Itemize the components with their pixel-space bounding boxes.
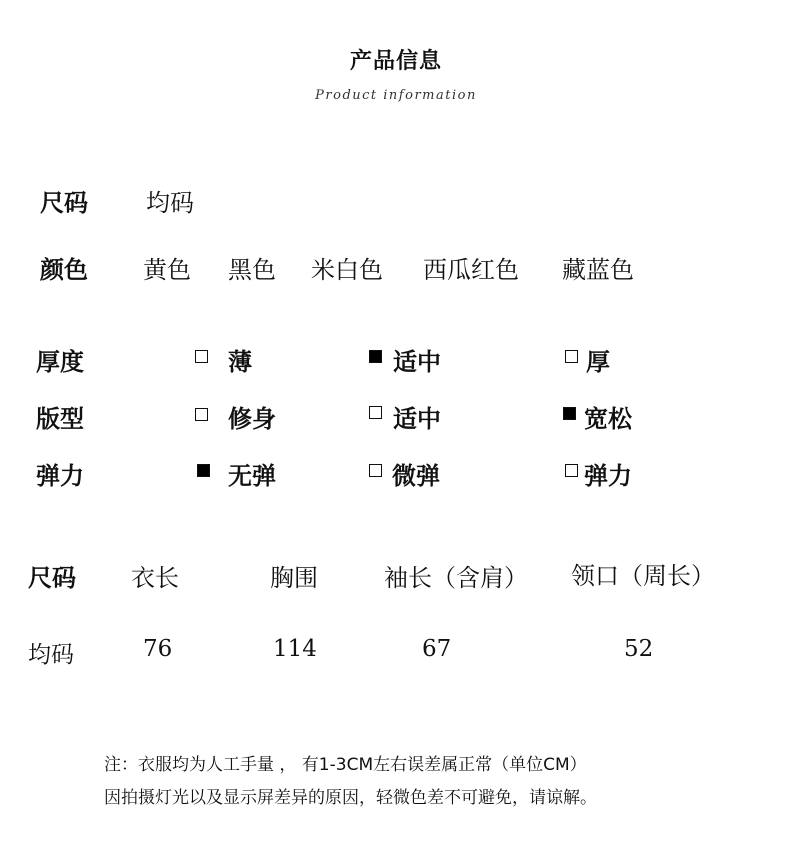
page-subtitle: Product information (315, 88, 477, 103)
color-label: 颜色 (40, 255, 88, 284)
fit-label: 版型 (36, 404, 84, 433)
elasticity-none-checkbox (197, 464, 210, 477)
table-cell-chest: 114 (273, 636, 317, 662)
table-header-chest: 胸围 (270, 564, 318, 592)
elasticity-label: 弹力 (36, 461, 84, 490)
thickness-medium-label: 适中 (393, 347, 441, 376)
thickness-thin-label: 薄 (228, 347, 252, 376)
elasticity-stretch-checkbox (565, 464, 578, 477)
thickness-medium-checkbox (369, 350, 382, 363)
fit-regular-checkbox (369, 406, 382, 419)
table-cell-collar: 52 (624, 636, 654, 662)
fit-slim-checkbox (195, 408, 208, 421)
thickness-thick-checkbox (565, 350, 578, 363)
elasticity-slight-checkbox (369, 464, 382, 477)
table-cell-sleeve: 67 (422, 636, 452, 662)
size-value: 均码 (146, 189, 194, 217)
thickness-label: 厚度 (36, 347, 84, 376)
table-header-collar: 领口（周长） (571, 562, 715, 590)
table-header-length: 衣长 (131, 564, 179, 592)
table-header-sleeve: 袖长（含肩） (384, 564, 528, 592)
fit-loose-label: 宽松 (584, 404, 632, 433)
fit-regular-label: 适中 (393, 404, 441, 433)
table-cell-length: 76 (143, 636, 173, 662)
size-label: 尺码 (40, 188, 88, 217)
color-option: 西瓜红色 (423, 256, 519, 284)
note-line-1: 注：衣服均为人工手量 ， 有1-3CM左右误差属正常（单位CM） (104, 755, 587, 775)
fit-slim-label: 修身 (228, 404, 276, 433)
fit-loose-checkbox (563, 407, 576, 420)
table-header-size: 尺码 (28, 563, 76, 592)
elasticity-stretch-label: 弹力 (584, 461, 632, 490)
color-option: 藏蓝色 (562, 256, 634, 284)
color-option: 黄色 (143, 256, 191, 284)
note-line-2: 因拍摄灯光以及显示屏差异的原因，轻微色差不可避免，请谅解。 (104, 788, 597, 808)
color-option: 黑色 (228, 256, 276, 284)
thickness-thin-checkbox (195, 350, 208, 363)
thickness-thick-label: 厚 (586, 347, 610, 376)
page-title: 产品信息 (349, 49, 442, 74)
color-option: 米白色 (311, 256, 383, 284)
table-cell-size: 均码 (28, 642, 74, 668)
elasticity-none-label: 无弹 (228, 461, 276, 490)
elasticity-slight-label: 微弹 (392, 461, 440, 490)
